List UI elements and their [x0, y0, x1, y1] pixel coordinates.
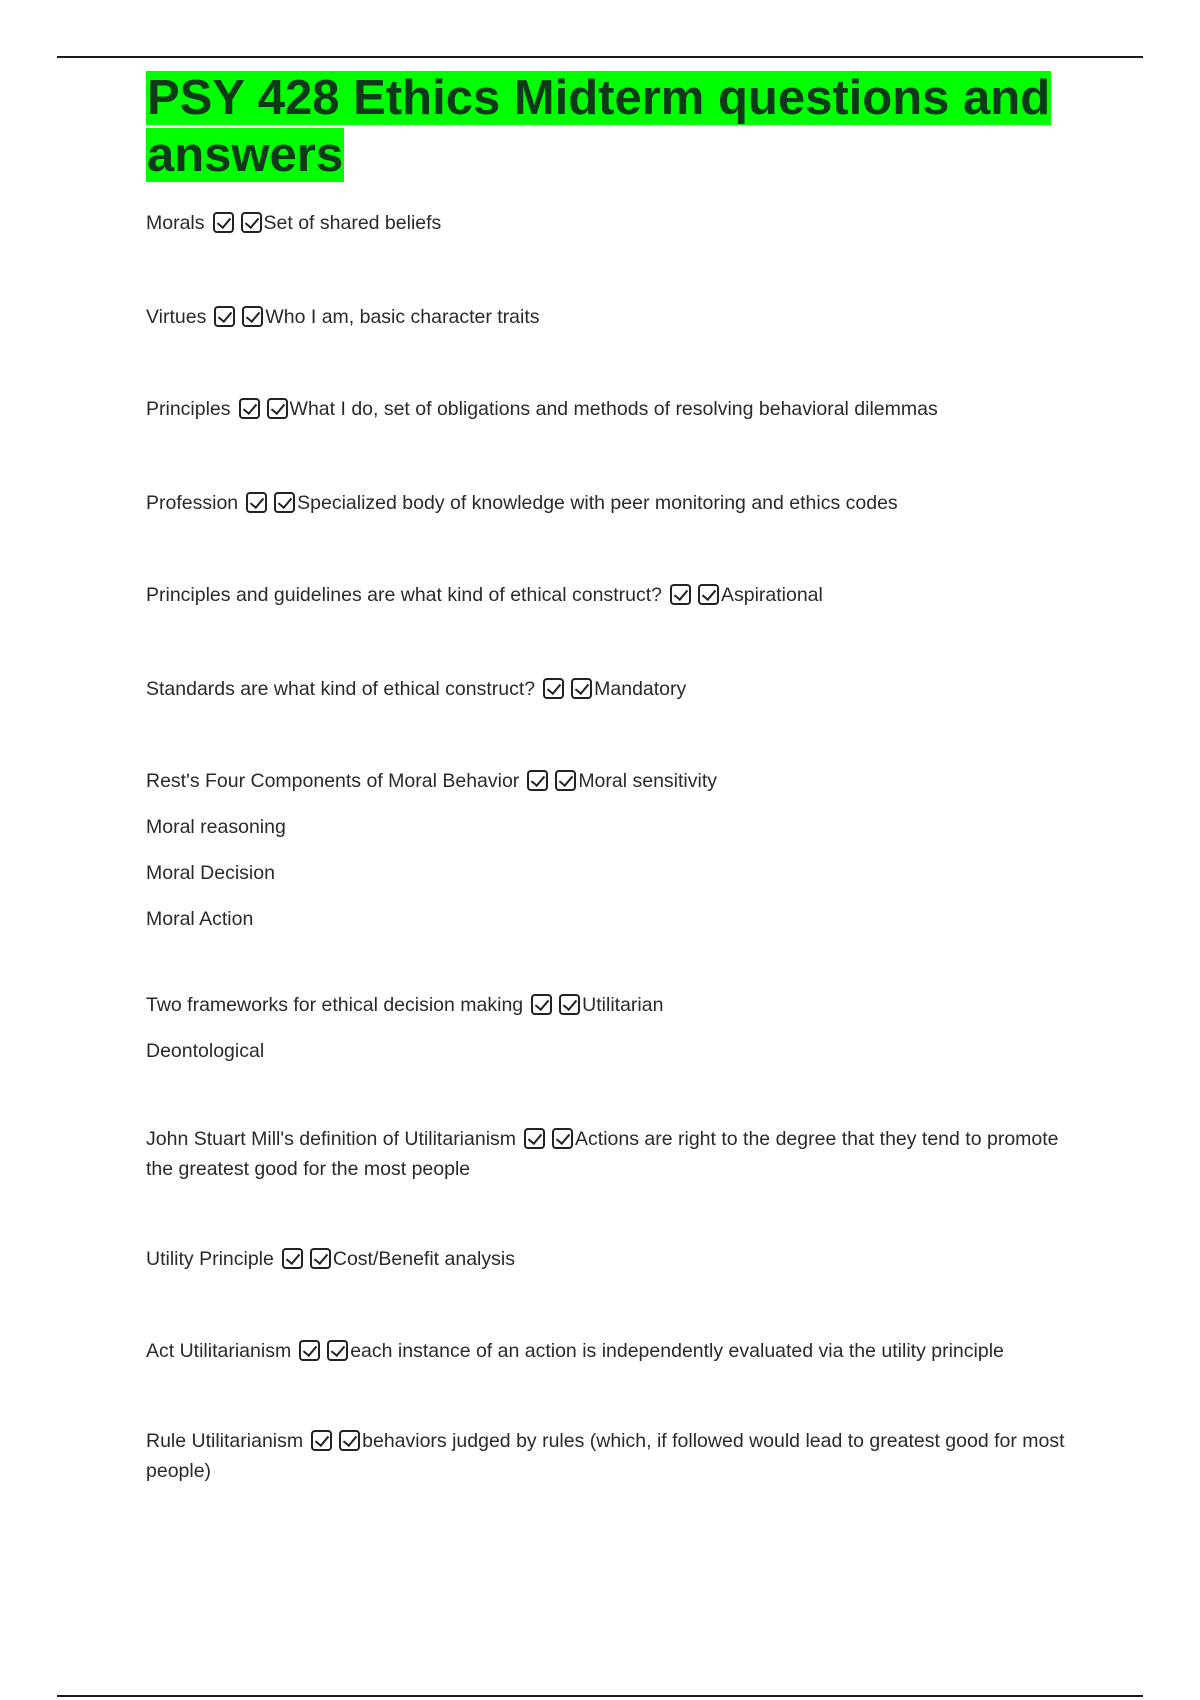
answer-extra-line: Moral Decision — [146, 862, 275, 884]
answer-text: Moral sensitivity — [578, 770, 718, 792]
checkbox-checked-icon — [267, 398, 288, 419]
qa-list — [146, 208, 1066, 1486]
answer-text: Specialized body of knowledge with peer monitoring and ethics codes — [297, 492, 898, 514]
checkbox-checked-icon — [698, 584, 719, 605]
checkbox-checked-icon — [274, 492, 295, 513]
checkbox-checked-icon — [241, 212, 262, 233]
qa-item — [146, 990, 1066, 1066]
qa-item — [146, 208, 1066, 238]
checkbox-checked-icon — [310, 1248, 331, 1269]
title-text: PSY 428 Ethics Midterm questions and answers — [147, 71, 1051, 182]
bottom-rule — [57, 1695, 1143, 1697]
checkbox-checked-icon — [239, 398, 260, 419]
top-rule — [57, 56, 1143, 58]
checkbox-checked-icon — [531, 994, 552, 1015]
checkbox-checked-icon — [670, 584, 691, 605]
checkbox-checked-icon — [543, 678, 564, 699]
answer-extra-line: Moral reasoning — [146, 816, 286, 838]
page-title — [146, 70, 1066, 184]
checkbox-checked-icon — [339, 1430, 360, 1451]
checkbox-checked-icon — [555, 770, 576, 791]
question-text: Morals — [146, 212, 205, 234]
question-text: Principles — [146, 398, 231, 420]
answer-text: Set of shared beliefs — [263, 212, 442, 234]
qa-item — [146, 766, 1066, 934]
answer-text: each instance of an action is independently evaluated via the utility principle — [350, 1340, 1004, 1362]
document-body — [146, 70, 1066, 1486]
checkbox-checked-icon — [311, 1430, 332, 1451]
checkbox-checked-icon — [299, 1340, 320, 1361]
qa-item — [146, 394, 1066, 424]
checkbox-checked-icon — [527, 770, 548, 791]
qa-item — [146, 1336, 1066, 1366]
question-text: Two frameworks for ethical decision making — [146, 994, 524, 1016]
question-text: Act Utilitarianism — [146, 1340, 292, 1362]
checkbox-checked-icon — [242, 306, 263, 327]
question-text: Principles and guidelines are what kind of ethical construct? — [146, 584, 662, 606]
question-text: Virtues — [146, 306, 207, 328]
question-text: Utility Principle — [146, 1248, 274, 1270]
checkbox-checked-icon — [552, 1128, 573, 1149]
question-text: John Stuart Mill's definition of Utilitarianism — [146, 1128, 517, 1150]
checkbox-checked-icon — [571, 678, 592, 699]
qa-item — [146, 674, 1066, 704]
question-text: Rule Utilitarianism — [146, 1430, 304, 1452]
answer-text: behaviors judged by rules (which, if followed would lead to greatest good for most people) — [146, 1430, 1065, 1482]
qa-item — [146, 1244, 1066, 1274]
answer-text: Mandatory — [594, 678, 687, 700]
answer-text: Aspirational — [720, 584, 823, 606]
answer-text: Cost/Benefit analysis — [332, 1248, 515, 1270]
checkbox-checked-icon — [213, 212, 234, 233]
qa-item — [146, 1124, 1066, 1184]
answer-extra-line: Moral Action — [146, 908, 254, 930]
question-text: Rest's Four Components of Moral Behavior — [146, 770, 520, 792]
checkbox-checked-icon — [214, 306, 235, 327]
checkbox-checked-icon — [559, 994, 580, 1015]
question-text: Standards are what kind of ethical construct? — [146, 678, 536, 700]
question-text: Profession — [146, 492, 239, 514]
qa-item — [146, 580, 1066, 610]
checkbox-checked-icon — [282, 1248, 303, 1269]
checkbox-checked-icon — [246, 492, 267, 513]
checkbox-checked-icon — [327, 1340, 348, 1361]
answer-text: What I do, set of obligations and methods of resolving behavioral dilemmas — [289, 398, 938, 420]
answer-text: Who I am, basic character traits — [265, 306, 540, 328]
answer-extra-line: Deontological — [146, 1040, 265, 1062]
qa-item — [146, 488, 1066, 518]
answer-text: Utilitarian — [582, 994, 664, 1016]
qa-item — [146, 302, 1066, 332]
qa-item — [146, 1426, 1066, 1486]
checkbox-checked-icon — [524, 1128, 545, 1149]
answer-text: Actions are right to the degree that they tend to promote the greatest good for the most people — [146, 1128, 1059, 1180]
